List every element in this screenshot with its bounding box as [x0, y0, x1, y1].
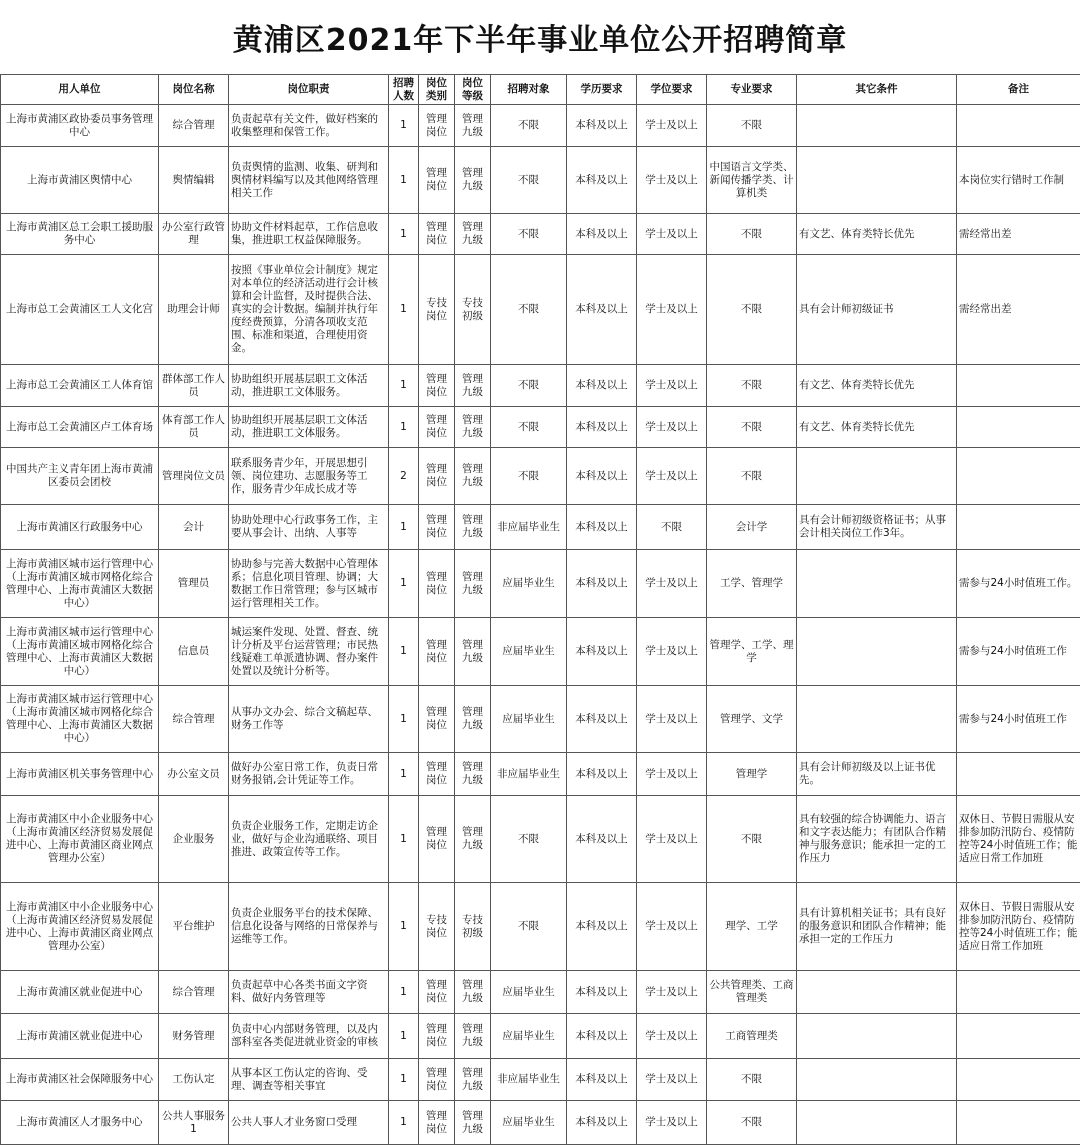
table-cell: 应届毕业生 [491, 1101, 567, 1145]
table-cell [957, 1014, 1080, 1059]
table-cell: 本科及以上 [567, 365, 637, 407]
table-cell: 上海市黄浦区就业促进中心 [1, 1014, 159, 1059]
header-cell: 学历要求 [567, 75, 637, 105]
table-cell: 双休日、节假日需服从安排参加防汛防台、疫情防控等24小时值班工作；能适应日常工作加班 [957, 883, 1080, 971]
table-cell: 管理九级 [455, 1014, 491, 1059]
table-cell: 需参与24小时值班工作。 [957, 550, 1080, 618]
table-cell: 管理九级 [455, 550, 491, 618]
table-cell: 不限 [491, 883, 567, 971]
page-title: 黄浦区2021年下半年事业单位公开招聘简章 [232, 23, 848, 58]
table-cell [957, 105, 1080, 147]
table-cell: 1 [389, 686, 419, 753]
table-cell: 上海市黄浦区舆情中心 [1, 147, 159, 214]
table-cell: 不限 [707, 105, 797, 147]
table-cell [957, 1101, 1080, 1145]
table-cell: 本科及以上 [567, 407, 637, 448]
header-cell: 招聘对象 [491, 75, 567, 105]
table-cell: 应届毕业生 [491, 971, 567, 1014]
table-cell: 本科及以上 [567, 753, 637, 796]
table-cell: 学士及以上 [637, 753, 707, 796]
table-row [1, 1059, 1080, 1101]
table-cell: 中国语言文学类、新闻传播学类、计算机类 [707, 147, 797, 214]
table-cell: 本科及以上 [567, 1101, 637, 1145]
table-row [1, 255, 1080, 365]
table-cell: 管理九级 [455, 686, 491, 753]
table-cell: 不限 [491, 147, 567, 214]
table-cell: 管理岗位 [419, 407, 455, 448]
table-cell: 管理岗位 [419, 1059, 455, 1101]
table-cell: 本科及以上 [567, 255, 637, 365]
table-cell [797, 1014, 957, 1059]
table-cell [957, 971, 1080, 1014]
table-cell: 上海市黄浦区总工会职工援助服务中心 [1, 214, 159, 255]
table-cell: 协助组织开展基层职工文体活动，推进职工文体服务。 [229, 407, 389, 448]
table-cell: 1 [389, 365, 419, 407]
table-row [1, 971, 1080, 1014]
table-cell: 本科及以上 [567, 147, 637, 214]
table-cell: 管理九级 [455, 448, 491, 505]
table-cell: 本科及以上 [567, 1059, 637, 1101]
table-cell: 本科及以上 [567, 796, 637, 883]
table-cell: 需经常出差 [957, 255, 1080, 365]
table-row [1, 796, 1080, 883]
table-cell: 公共人事人才业务窗口受理 [229, 1101, 389, 1145]
table-cell: 学士及以上 [637, 1101, 707, 1145]
table-cell: 本科及以上 [567, 214, 637, 255]
table-cell [797, 1059, 957, 1101]
table-cell: 管理九级 [455, 365, 491, 407]
table-cell: 学士及以上 [637, 883, 707, 971]
header-cell: 岗位等级 [455, 75, 491, 105]
table-cell [797, 448, 957, 505]
table-cell: 管理岗位 [419, 550, 455, 618]
table-row [1, 448, 1080, 505]
table-cell: 会计学 [707, 505, 797, 550]
table-row [1, 365, 1080, 407]
table-cell: 管理岗位 [419, 686, 455, 753]
table-cell: 具有会计师初级证书 [797, 255, 957, 365]
table-cell: 综合管理 [159, 971, 229, 1014]
table-cell: 公共人事服务1 [159, 1101, 229, 1145]
table-cell: 负责起草中心各类书面文字资料、做好内务管理等 [229, 971, 389, 1014]
table-cell: 管理九级 [455, 753, 491, 796]
table-cell: 协助文件材料起草，工作信息收集，推进职工权益保障服务。 [229, 214, 389, 255]
table-cell: 负责企业服务工作，定期走访企业，做好与企业沟通联络、项目推进、政策宣传等工作。 [229, 796, 389, 883]
table-cell: 学士及以上 [637, 255, 707, 365]
table-row [1, 1101, 1080, 1145]
table-row [1, 753, 1080, 796]
table-cell: 非应届毕业生 [491, 505, 567, 550]
table-cell: 理学、工学 [707, 883, 797, 971]
table-cell: 1 [389, 971, 419, 1014]
table-cell: 管理岗位文员 [159, 448, 229, 505]
table-cell: 上海市黄浦区政协委员事务管理中心 [1, 105, 159, 147]
table-cell [957, 505, 1080, 550]
table-row [1, 1014, 1080, 1059]
table-cell: 管理学 [707, 753, 797, 796]
table-row [1, 550, 1080, 618]
table-cell: 专技岗位 [419, 883, 455, 971]
table-cell: 财务管理 [159, 1014, 229, 1059]
table-cell [797, 971, 957, 1014]
table-cell: 管理九级 [455, 971, 491, 1014]
recruitment-table [0, 74, 1080, 1145]
table-cell: 上海市黄浦区社会保障服务中心 [1, 1059, 159, 1101]
table-cell: 负责中心内部财务管理，以及内部科室各类促进就业资金的审核 [229, 1014, 389, 1059]
header-cell: 岗位类别 [419, 75, 455, 105]
table-cell: 应届毕业生 [491, 686, 567, 753]
table-cell: 上海市黄浦区城市运行管理中心（上海市黄浦区城市网格化综合管理中心、上海市黄浦区大数据中心） [1, 618, 159, 686]
table-cell [957, 448, 1080, 505]
table-cell: 本科及以上 [567, 105, 637, 147]
table-cell: 不限 [707, 448, 797, 505]
table-cell [797, 618, 957, 686]
table-cell: 非应届毕业生 [491, 753, 567, 796]
table-cell: 管理岗位 [419, 753, 455, 796]
table-cell: 有文艺、体育类特长优先 [797, 214, 957, 255]
table-cell [797, 550, 957, 618]
table-cell: 本科及以上 [567, 686, 637, 753]
header-cell: 其它条件 [797, 75, 957, 105]
table-cell: 学士及以上 [637, 618, 707, 686]
table-cell: 专技初级 [455, 883, 491, 971]
table-row [1, 686, 1080, 753]
table-cell: 助理会计师 [159, 255, 229, 365]
table-cell: 协助组织开展基层职工文体活动，推进职工文体服务。 [229, 365, 389, 407]
table-cell: 有文艺、体育类特长优先 [797, 365, 957, 407]
table-cell: 1 [389, 255, 419, 365]
table-cell: 管理九级 [455, 1059, 491, 1101]
table-cell: 学士及以上 [637, 365, 707, 407]
table-cell: 有文艺、体育类特长优先 [797, 407, 957, 448]
table-cell [957, 753, 1080, 796]
table-cell: 不限 [707, 407, 797, 448]
table-cell: 协助处理中心行政事务工作，主要从事会计、出纳、人事等 [229, 505, 389, 550]
table-cell: 具有会计师初级资格证书；从事会计相关岗位工作3年。 [797, 505, 957, 550]
table-cell: 不限 [707, 1101, 797, 1145]
table-body [1, 105, 1080, 1145]
table-cell: 学士及以上 [637, 550, 707, 618]
table-cell: 1 [389, 883, 419, 971]
table-cell: 会计 [159, 505, 229, 550]
table-cell: 上海市黄浦区人才服务中心 [1, 1101, 159, 1145]
table-cell [797, 686, 957, 753]
table-cell: 不限 [707, 365, 797, 407]
table-cell: 1 [389, 618, 419, 686]
table-cell: 学士及以上 [637, 407, 707, 448]
table-cell: 管理九级 [455, 214, 491, 255]
table-cell [957, 1059, 1080, 1101]
table-cell: 1 [389, 407, 419, 448]
table-cell: 管理岗位 [419, 505, 455, 550]
table-cell: 本科及以上 [567, 971, 637, 1014]
table-cell [797, 105, 957, 147]
table-cell: 需参与24小时值班工作 [957, 686, 1080, 753]
table-cell [797, 147, 957, 214]
table-cell: 负责企业服务平台的技术保障、信息化设备与网络的日常保养与运维等工作。 [229, 883, 389, 971]
table-cell [957, 365, 1080, 407]
table-cell: 本岗位实行错时工作制 [957, 147, 1080, 214]
table-row [1, 618, 1080, 686]
table-cell: 具有较强的综合协调能力、语言和文字表达能力；有团队合作精神与服务意识；能承担一定的工作压力 [797, 796, 957, 883]
table-cell: 信息员 [159, 618, 229, 686]
table-cell: 不限 [491, 796, 567, 883]
table-cell: 负责舆情的监测、收集、研判和舆情材料编写以及其他网络管理相关工作 [229, 147, 389, 214]
table-cell: 具有会计师初级及以上证书优先。 [797, 753, 957, 796]
table-cell: 管理九级 [455, 618, 491, 686]
table-cell: 上海市总工会黄浦区卢工体育场 [1, 407, 159, 448]
table-cell: 不限 [491, 448, 567, 505]
table-cell: 管理岗位 [419, 796, 455, 883]
table-row [1, 407, 1080, 448]
table-row [1, 883, 1080, 971]
table-cell: 从事本区工伤认定的咨询、受理、调查等相关事宜 [229, 1059, 389, 1101]
table-cell: 管理学、文学 [707, 686, 797, 753]
table-cell: 管理岗位 [419, 147, 455, 214]
table-cell: 本科及以上 [567, 505, 637, 550]
table-cell: 1 [389, 550, 419, 618]
table-cell: 工学、管理学 [707, 550, 797, 618]
table-cell: 管理岗位 [419, 365, 455, 407]
table-row [1, 214, 1080, 255]
table-cell: 1 [389, 1014, 419, 1059]
table-cell: 学士及以上 [637, 448, 707, 505]
table-cell: 管理岗位 [419, 1101, 455, 1145]
table-cell: 做好办公室日常工作，负责日常财务报销,会计凭证等工作。 [229, 753, 389, 796]
table-cell: 学士及以上 [637, 971, 707, 1014]
table-cell: 城运案件发现、处置、督查、统计分析及平台运营管理；市民热线疑难工单派遣协调、督办案件处置以及统计分析等。 [229, 618, 389, 686]
table-cell: 按照《事业单位会计制度》规定对本单位的经济活动进行会计核算和会计监督，及时提供合法、真实的会计数据。编制并执行年度经费预算，分清各项收支范围、标准和渠道，合理使用资金。 [229, 255, 389, 365]
table-cell: 学士及以上 [637, 105, 707, 147]
table-cell: 工伤认定 [159, 1059, 229, 1101]
header-cell: 专业要求 [707, 75, 797, 105]
table-cell: 不限 [491, 407, 567, 448]
header-row [1, 75, 1080, 105]
table-cell: 本科及以上 [567, 550, 637, 618]
table-cell: 上海市黄浦区城市运行管理中心（上海市黄浦区城市网格化综合管理中心、上海市黄浦区大数据中心） [1, 550, 159, 618]
table-cell: 1 [389, 753, 419, 796]
table-cell: 管理学、工学、理学 [707, 618, 797, 686]
table-cell: 群体部工作人员 [159, 365, 229, 407]
table-cell: 应届毕业生 [491, 1014, 567, 1059]
table-cell: 不限 [637, 505, 707, 550]
table-cell: 具有计算机相关证书；具有良好的服务意识和团队合作精神；能承担一定的工作压力 [797, 883, 957, 971]
table-cell: 平台维护 [159, 883, 229, 971]
table-cell: 专技岗位 [419, 255, 455, 365]
header-cell: 学位要求 [637, 75, 707, 105]
header-cell: 岗位名称 [159, 75, 229, 105]
table-cell: 上海市黄浦区中小企业服务中心（上海市黄浦区经济贸易发展促进中心、上海市黄浦区商业网点管理办公室） [1, 883, 159, 971]
table-cell: 非应届毕业生 [491, 1059, 567, 1101]
header-cell: 用人单位 [1, 75, 159, 105]
table-cell: 不限 [707, 796, 797, 883]
table-cell: 2 [389, 448, 419, 505]
table-cell: 舆情编辑 [159, 147, 229, 214]
table-cell: 1 [389, 505, 419, 550]
table-cell: 管理岗位 [419, 448, 455, 505]
table-cell: 管理九级 [455, 147, 491, 214]
table-row [1, 105, 1080, 147]
table-cell: 上海市总工会黄浦区工人体育馆 [1, 365, 159, 407]
header-cell: 岗位职责 [229, 75, 389, 105]
table-cell: 1 [389, 147, 419, 214]
table-cell: 上海市总工会黄浦区工人文化宫 [1, 255, 159, 365]
table-cell: 不限 [707, 255, 797, 365]
table-cell: 负责起草有关文件，做好档案的收集整理和保管工作。 [229, 105, 389, 147]
table-cell: 办公室行政管理 [159, 214, 229, 255]
table-cell: 1 [389, 214, 419, 255]
table-cell: 管理员 [159, 550, 229, 618]
table-cell: 联系服务青少年，开展思想引领、岗位建功、志愿服务等工作，服务青少年成长成才等 [229, 448, 389, 505]
table-cell: 工商管理类 [707, 1014, 797, 1059]
table-cell: 需经常出差 [957, 214, 1080, 255]
table-cell: 不限 [491, 255, 567, 365]
table-cell: 应届毕业生 [491, 618, 567, 686]
table-cell: 管理九级 [455, 1101, 491, 1145]
table-cell: 公共管理类、工商管理类 [707, 971, 797, 1014]
table-cell: 专技初级 [455, 255, 491, 365]
table-cell: 学士及以上 [637, 1059, 707, 1101]
table-cell: 管理九级 [455, 505, 491, 550]
table-cell: 管理岗位 [419, 105, 455, 147]
header-cell: 备注 [957, 75, 1080, 105]
table-cell: 上海市黄浦区中小企业服务中心（上海市黄浦区经济贸易发展促进中心、上海市黄浦区商业网点管理办公室） [1, 796, 159, 883]
table-cell: 学士及以上 [637, 686, 707, 753]
table-cell: 学士及以上 [637, 796, 707, 883]
table-cell: 双休日、节假日需服从安排参加防汛防台、疫情防控等24小时值班工作；能适应日常工作加班 [957, 796, 1080, 883]
table-cell: 管理岗位 [419, 214, 455, 255]
table-cell: 上海市黄浦区机关事务管理中心 [1, 753, 159, 796]
table-cell: 学士及以上 [637, 214, 707, 255]
table-cell: 需参与24小时值班工作 [957, 618, 1080, 686]
table-cell: 管理九级 [455, 105, 491, 147]
table-cell: 1 [389, 1101, 419, 1145]
table-cell: 不限 [491, 105, 567, 147]
table-cell: 办公室文员 [159, 753, 229, 796]
table-cell: 1 [389, 105, 419, 147]
table-cell: 本科及以上 [567, 618, 637, 686]
table-cell: 从事办文办会、综合文稿起草、财务工作等 [229, 686, 389, 753]
table-cell: 管理九级 [455, 796, 491, 883]
table-cell: 不限 [491, 214, 567, 255]
table-cell: 管理九级 [455, 407, 491, 448]
table-cell: 上海市黄浦区就业促进中心 [1, 971, 159, 1014]
table-cell: 体育部工作人员 [159, 407, 229, 448]
table-cell: 综合管理 [159, 686, 229, 753]
table-cell: 协助参与完善大数据中心管理体系；信息化项目管理、协调；大数据工作日常管理；参与区城市运行管理相关工作。 [229, 550, 389, 618]
table-row [1, 505, 1080, 550]
table-cell: 管理岗位 [419, 618, 455, 686]
table-cell: 不限 [491, 365, 567, 407]
header-cell: 招聘人数 [389, 75, 419, 105]
table-cell: 应届毕业生 [491, 550, 567, 618]
table-cell: 上海市黄浦区城市运行管理中心（上海市黄浦区城市网格化综合管理中心、上海市黄浦区大数据中心） [1, 686, 159, 753]
table-cell: 本科及以上 [567, 883, 637, 971]
table-cell: 本科及以上 [567, 448, 637, 505]
table-cell [957, 407, 1080, 448]
table-cell: 管理岗位 [419, 1014, 455, 1059]
table-cell: 不限 [707, 1059, 797, 1101]
table-cell: 不限 [707, 214, 797, 255]
table-cell: 学士及以上 [637, 147, 707, 214]
table-cell: 1 [389, 1059, 419, 1101]
table-cell: 中国共产主义青年团上海市黄浦区委员会团校 [1, 448, 159, 505]
table-cell: 本科及以上 [567, 1014, 637, 1059]
table-cell: 学士及以上 [637, 1014, 707, 1059]
table-cell: 企业服务 [159, 796, 229, 883]
table-cell: 综合管理 [159, 105, 229, 147]
table-cell: 管理岗位 [419, 971, 455, 1014]
table-cell: 上海市黄浦区行政服务中心 [1, 505, 159, 550]
table-cell [797, 1101, 957, 1145]
table-row [1, 147, 1080, 214]
table-cell: 1 [389, 796, 419, 883]
